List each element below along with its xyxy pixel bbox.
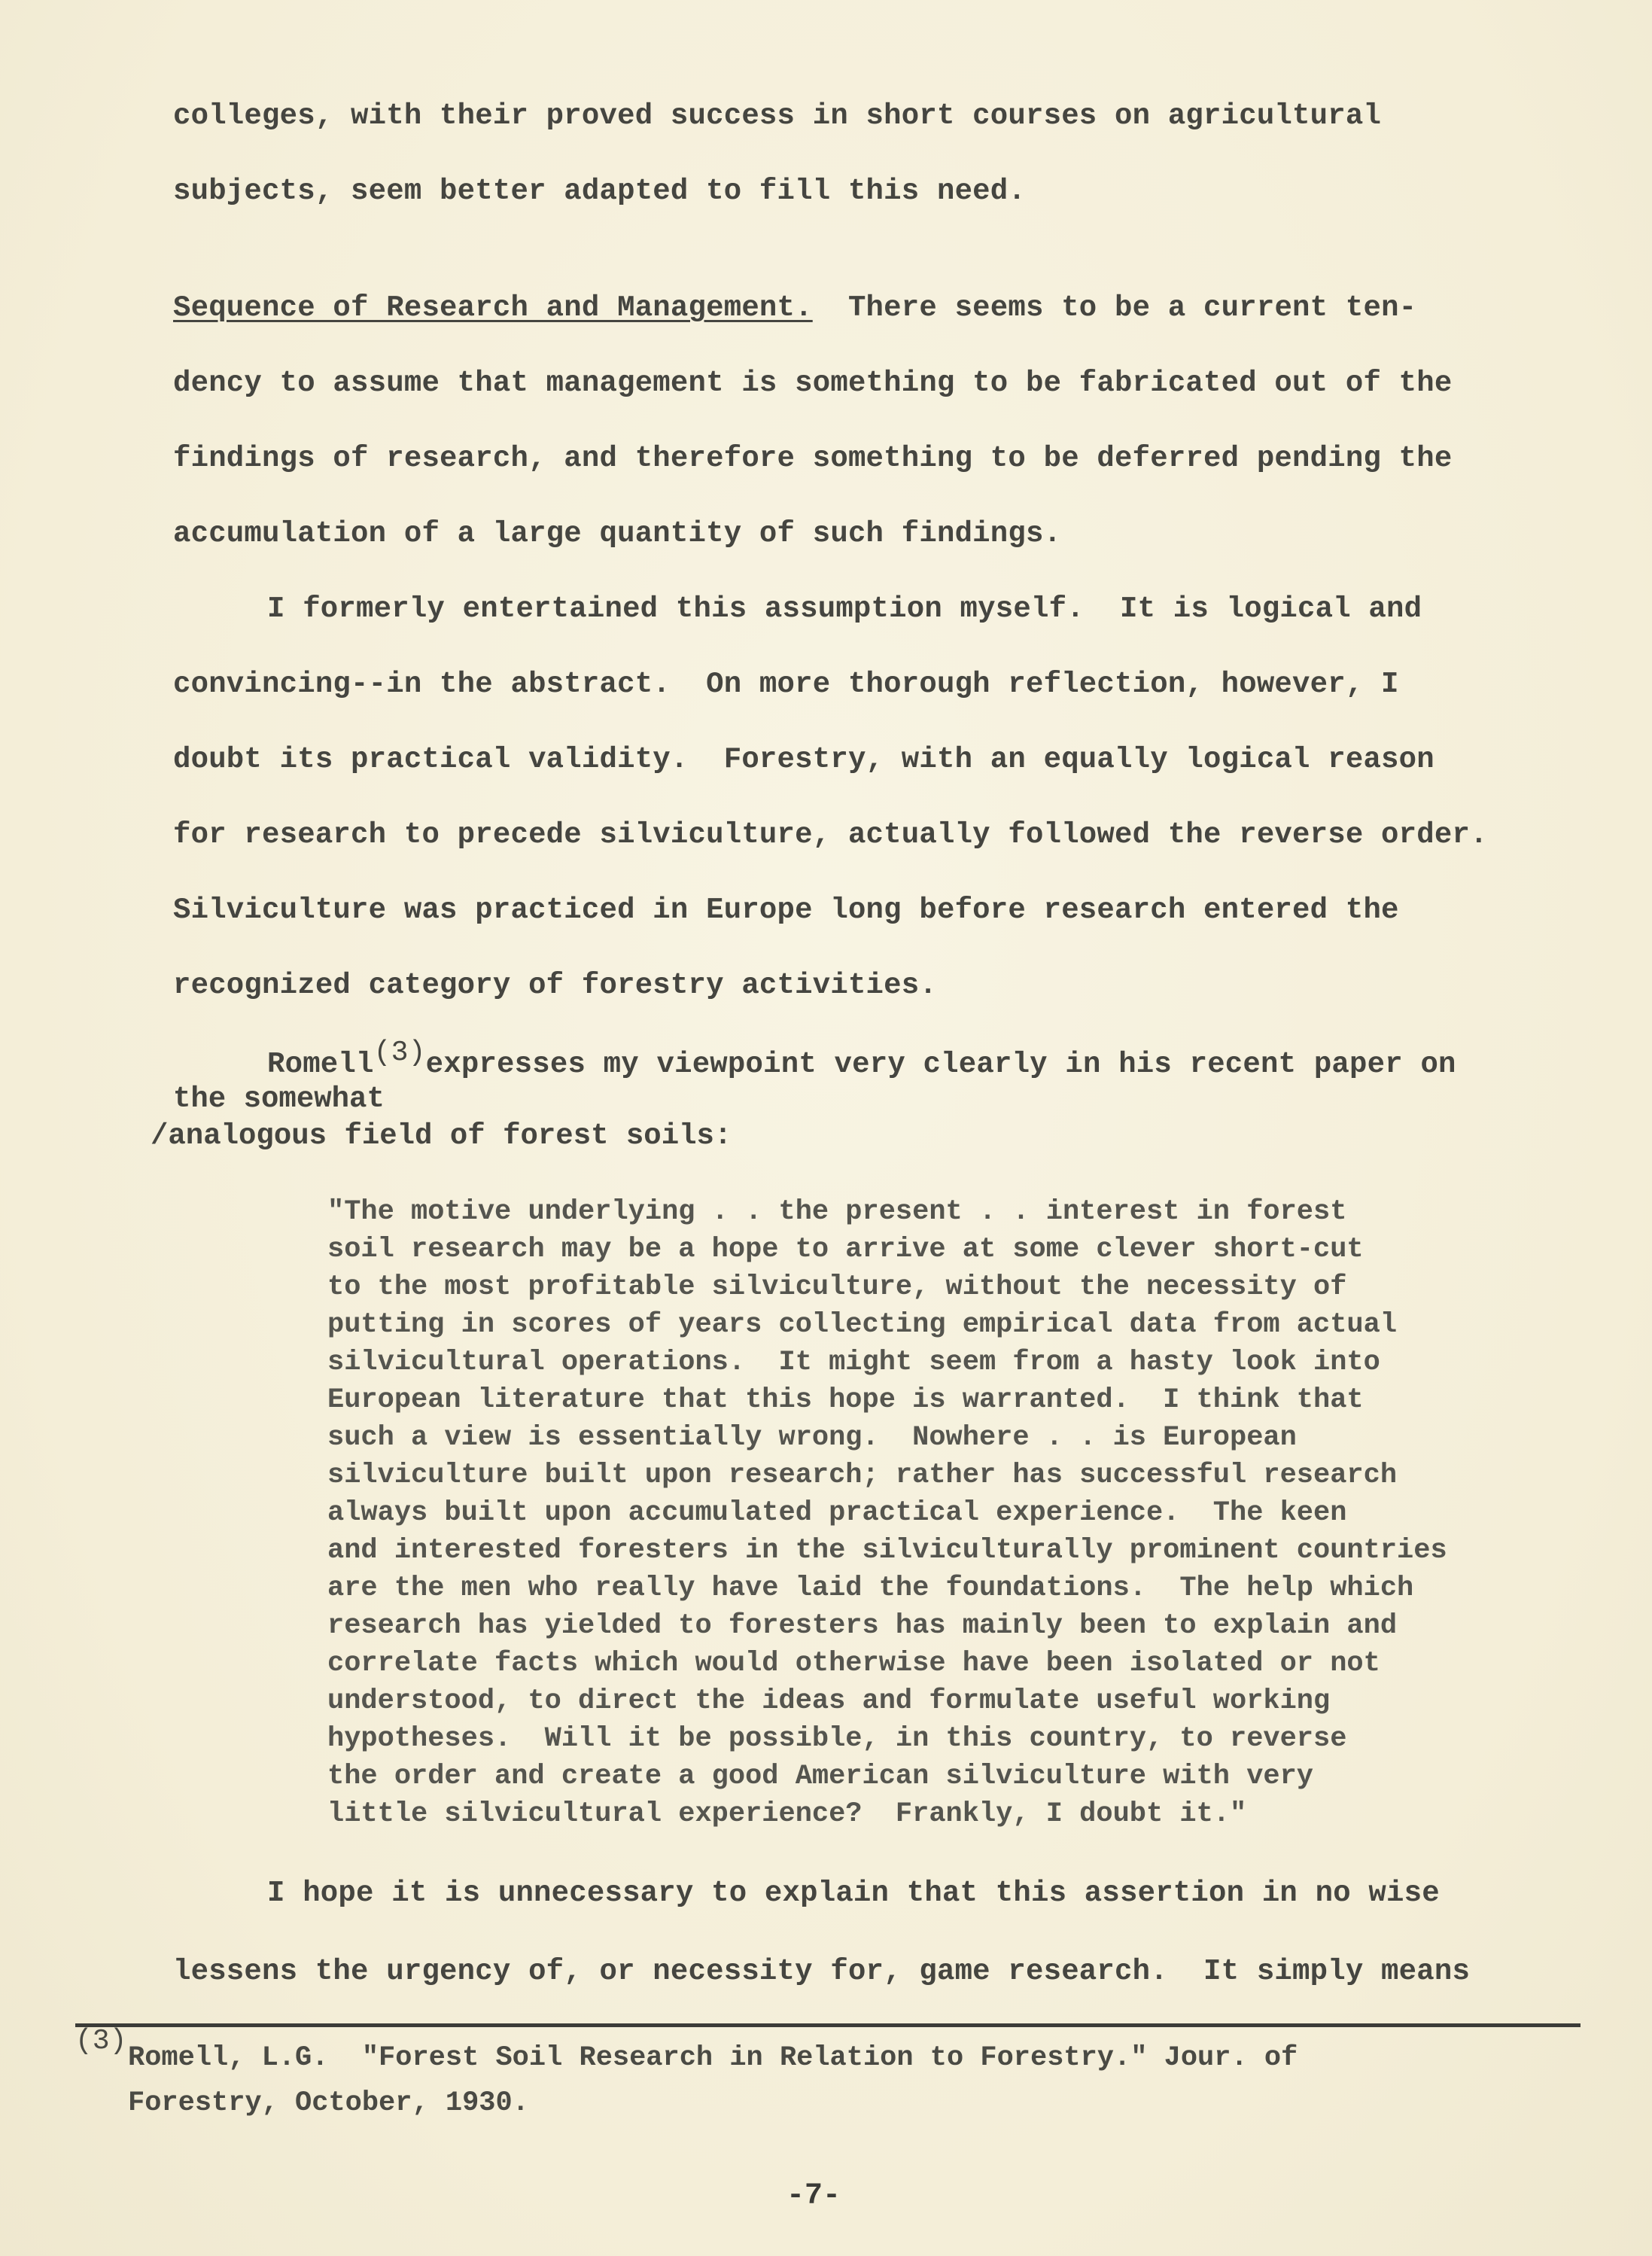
page-number: -7- xyxy=(786,2179,841,2213)
quote-line: little silvicultural experience? Frankly, I doubt it." xyxy=(327,1798,1247,1830)
body-line: accumulation of a large quantity of such findings. xyxy=(173,517,1062,550)
quote-line: hypotheses. Will it be possible, in this country, to reverse xyxy=(327,1723,1347,1755)
body-line: Silviculture was practiced in Europe long before research entered the xyxy=(173,894,1399,927)
quote-line: soil research may be a hope to arrive at some clever short-cut xyxy=(327,1234,1364,1265)
body-line: findings of research, and therefore something to be deferred pending the xyxy=(173,442,1453,475)
footnote-line: Forestry, October, 1930. xyxy=(128,2087,529,2119)
quote-line: to the most profitable silviculture, without the necessity of xyxy=(327,1271,1347,1303)
quote-line: "The motive underlying . . the present . . interest in forest xyxy=(327,1196,1347,1228)
footnote-marker: (3) xyxy=(75,2025,127,2057)
body-line: recognized category of forestry activities. xyxy=(173,969,937,1002)
quote-line: the order and create a good American silviculture with very xyxy=(327,1761,1314,1792)
quote-line: research has yielded to foresters has mainly been to explain and xyxy=(327,1610,1398,1642)
quote-line: are the men who really have laid the foundations. The help which xyxy=(327,1573,1414,1604)
quote-line: putting in scores of years collecting empirical data from actual xyxy=(327,1309,1398,1341)
body-line: lessens the urgency of, or necessity for, game research. It simply means xyxy=(173,1955,1471,1988)
section-heading: Sequence of Research and Management. xyxy=(173,291,813,324)
body-line: convincing--in the abstract. On more thorough reflection, however, I xyxy=(173,668,1399,701)
footnote-divider xyxy=(75,2023,1581,2027)
quote-line: silviculture built upon research; rather has successful research xyxy=(327,1460,1398,1491)
handwritten-insertion: the somewhat xyxy=(173,1082,385,1116)
body-line: dency to assume that management is something to be fabricated out of the xyxy=(173,367,1453,400)
quote-line: silvicultural operations. It might seem from a hasty look into xyxy=(327,1347,1380,1378)
quote-line: understood, to direct the ideas and formulate useful working xyxy=(327,1685,1331,1717)
body-line: colleges, with their proved success in short courses on agricultural xyxy=(173,99,1382,132)
citation-marker: (3) xyxy=(373,1037,426,1069)
footnote-line: Romell, L.G. "Forest Soil Research in Relation to Forestry." Jour. of xyxy=(128,2042,1298,2074)
body-line: for research to precede silviculture, actually followed the reverse order. xyxy=(173,818,1488,851)
body-line: I hope it is unnecessary to explain that this assertion in no wise xyxy=(267,1877,1440,1910)
section-heading-line xyxy=(173,291,1416,324)
quote-line: European literature that this hope is warranted. I think that xyxy=(327,1384,1364,1416)
quote-line: always built upon accumulated practical experience. The keen xyxy=(327,1497,1347,1529)
body-line-with-citation xyxy=(267,1037,1456,1081)
body-line: /analogous field of forest soils: xyxy=(151,1119,732,1152)
heading-continuation: There seems to be a current ten- xyxy=(812,291,1417,324)
body-line: subjects, seem better adapted to fill this need. xyxy=(173,175,1026,208)
body-line: I formerly entertained this assumption myself. It is logical and xyxy=(267,592,1422,626)
cited-author: Romell xyxy=(267,1048,374,1081)
quote-line: correlate facts which would otherwise have been isolated or not xyxy=(327,1648,1380,1679)
quote-line: such a view is essentially wrong. Nowhere . . is European xyxy=(327,1422,1297,1454)
citation-line-rest: expresses my viewpoint very clearly in his recent paper on xyxy=(425,1048,1456,1081)
quote-line: and interested foresters in the silviculturally prominent countries xyxy=(327,1535,1447,1566)
body-line: doubt its practical validity. Forestry, with an equally logical reason xyxy=(173,743,1434,776)
